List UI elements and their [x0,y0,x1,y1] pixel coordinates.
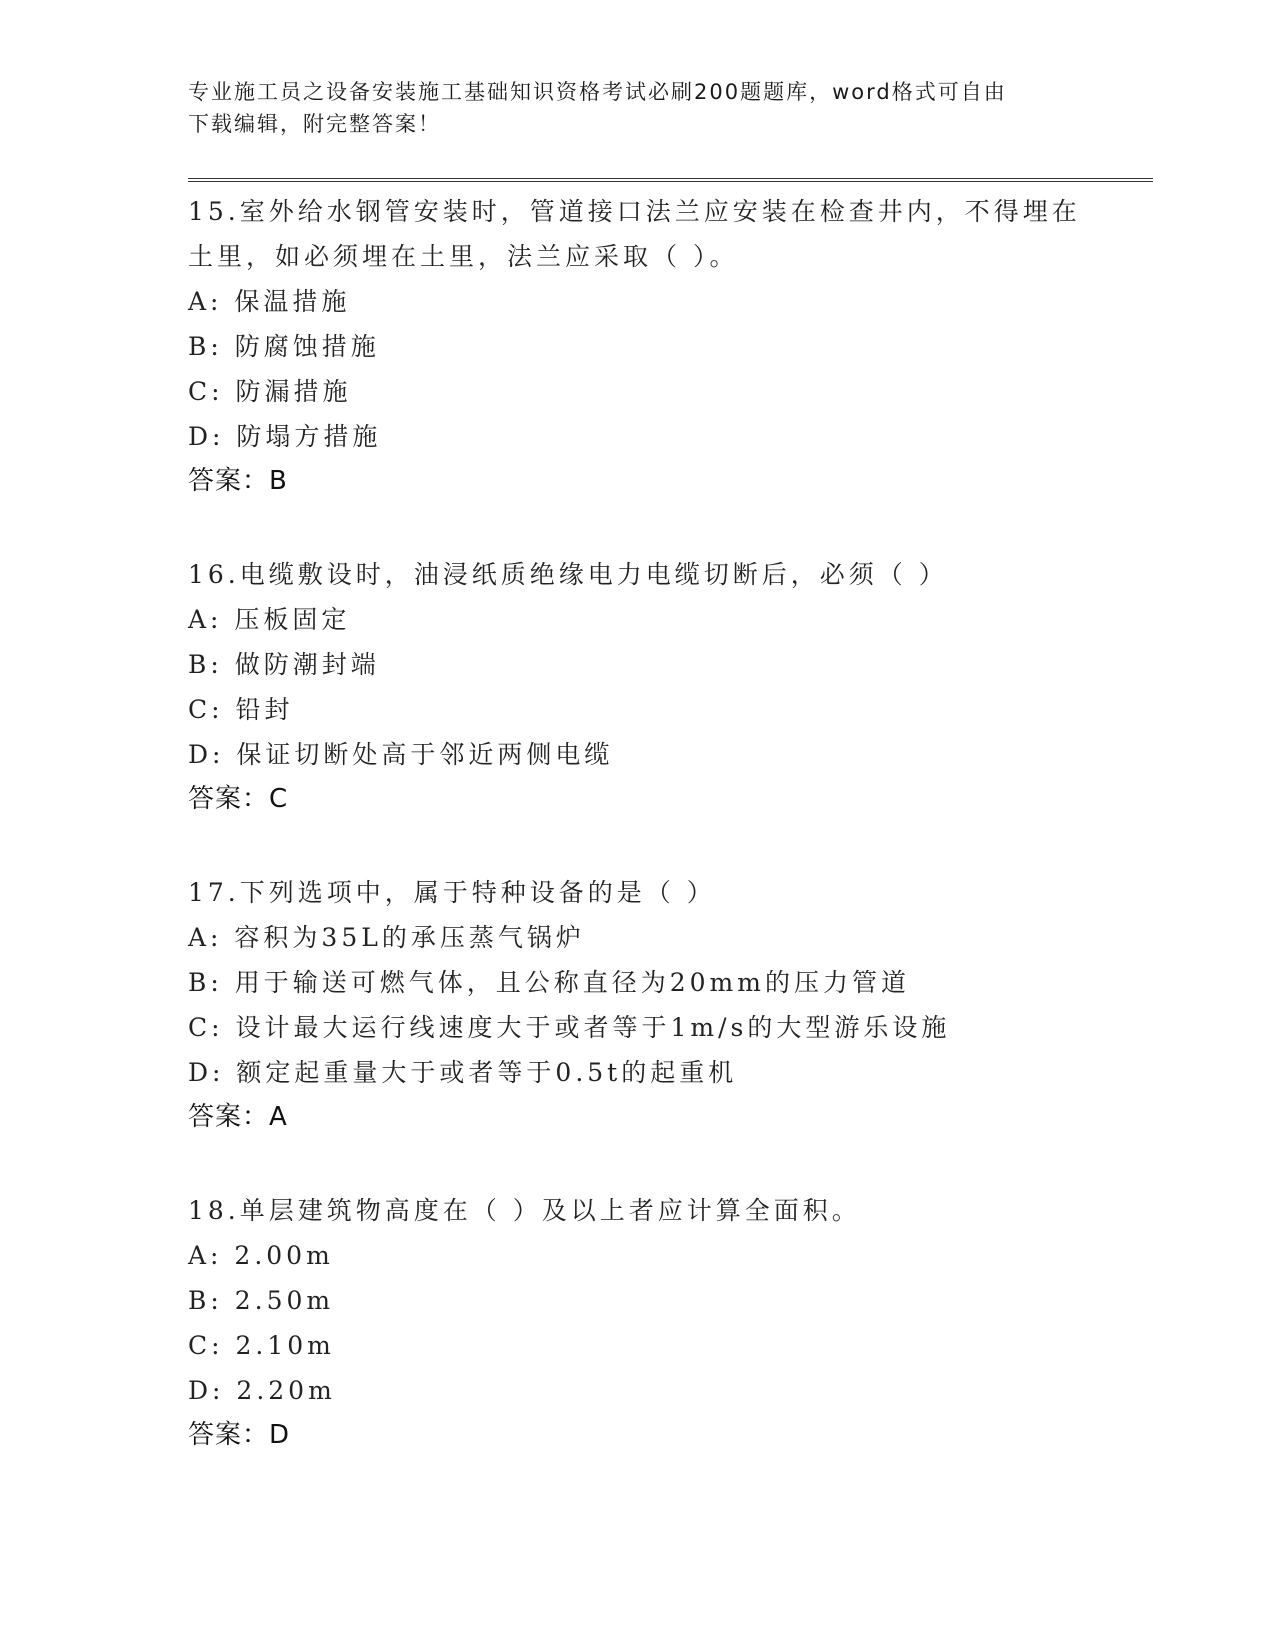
option-a: A: 容积为35L的承压蒸气锅炉 [188,923,585,952]
header-divider [188,178,1153,182]
document-header [188,76,1068,140]
option-c: C: 设计最大运行线速度大于或者等于1m/s的大型游乐设施 [188,1013,951,1042]
question-18 [188,1188,1088,1458]
option-b: B: 防腐蚀措施 [188,332,380,361]
option-d: D: 防塌方措施 [188,422,382,451]
question-15 [188,189,1088,504]
option-d: D: 2.20m [188,1376,336,1405]
option-b: B: 做防潮封端 [188,650,380,679]
question-16 [188,552,1088,822]
header-line-2: 下载编辑，附完整答案！ [188,112,441,136]
option-c: C: 防漏措施 [188,377,352,406]
question-stem: 16.电缆敷设时，油浸纸质绝缘电力电缆切断后，必须（ ） [188,560,948,589]
question-17 [188,870,1088,1140]
answer: 答案：A [188,1102,288,1132]
option-a: A: 保温措施 [188,287,351,316]
option-d: D: 保证切断处高于邻近两侧电缆 [188,740,614,769]
question-stem-continued: 土里，如必须埋在土里，法兰应采取（ ）。 [188,242,739,271]
answer: 答案：B [188,466,288,496]
question-stem: 15.室外给水钢管安装时，管道接口法兰应安装在检查井内，不得埋在 [188,197,1081,226]
option-c: C: 铅封 [188,695,294,724]
header-line-1: 专业施工员之设备安装施工基础知识资格考试必刷200题题库，word格式可自由 [188,80,1007,104]
option-a: A: 2.00m [188,1241,334,1270]
question-stem: 18.单层建筑物高度在（ ）及以上者应计算全面积。 [188,1196,861,1225]
option-b: B: 用于输送可燃气体，且公称直径为20mm的压力管道 [188,968,910,997]
answer: 答案：D [188,1420,291,1450]
option-a: A: 压板固定 [188,605,351,634]
answer: 答案：C [188,784,289,814]
option-b: B: 2.50m [188,1286,335,1315]
option-c: C: 2.10m [188,1331,335,1360]
option-d: D: 额定起重量大于或者等于0.5t的起重机 [188,1058,738,1087]
question-stem: 17.下列选项中，属于特种设备的是（ ） [188,878,716,907]
